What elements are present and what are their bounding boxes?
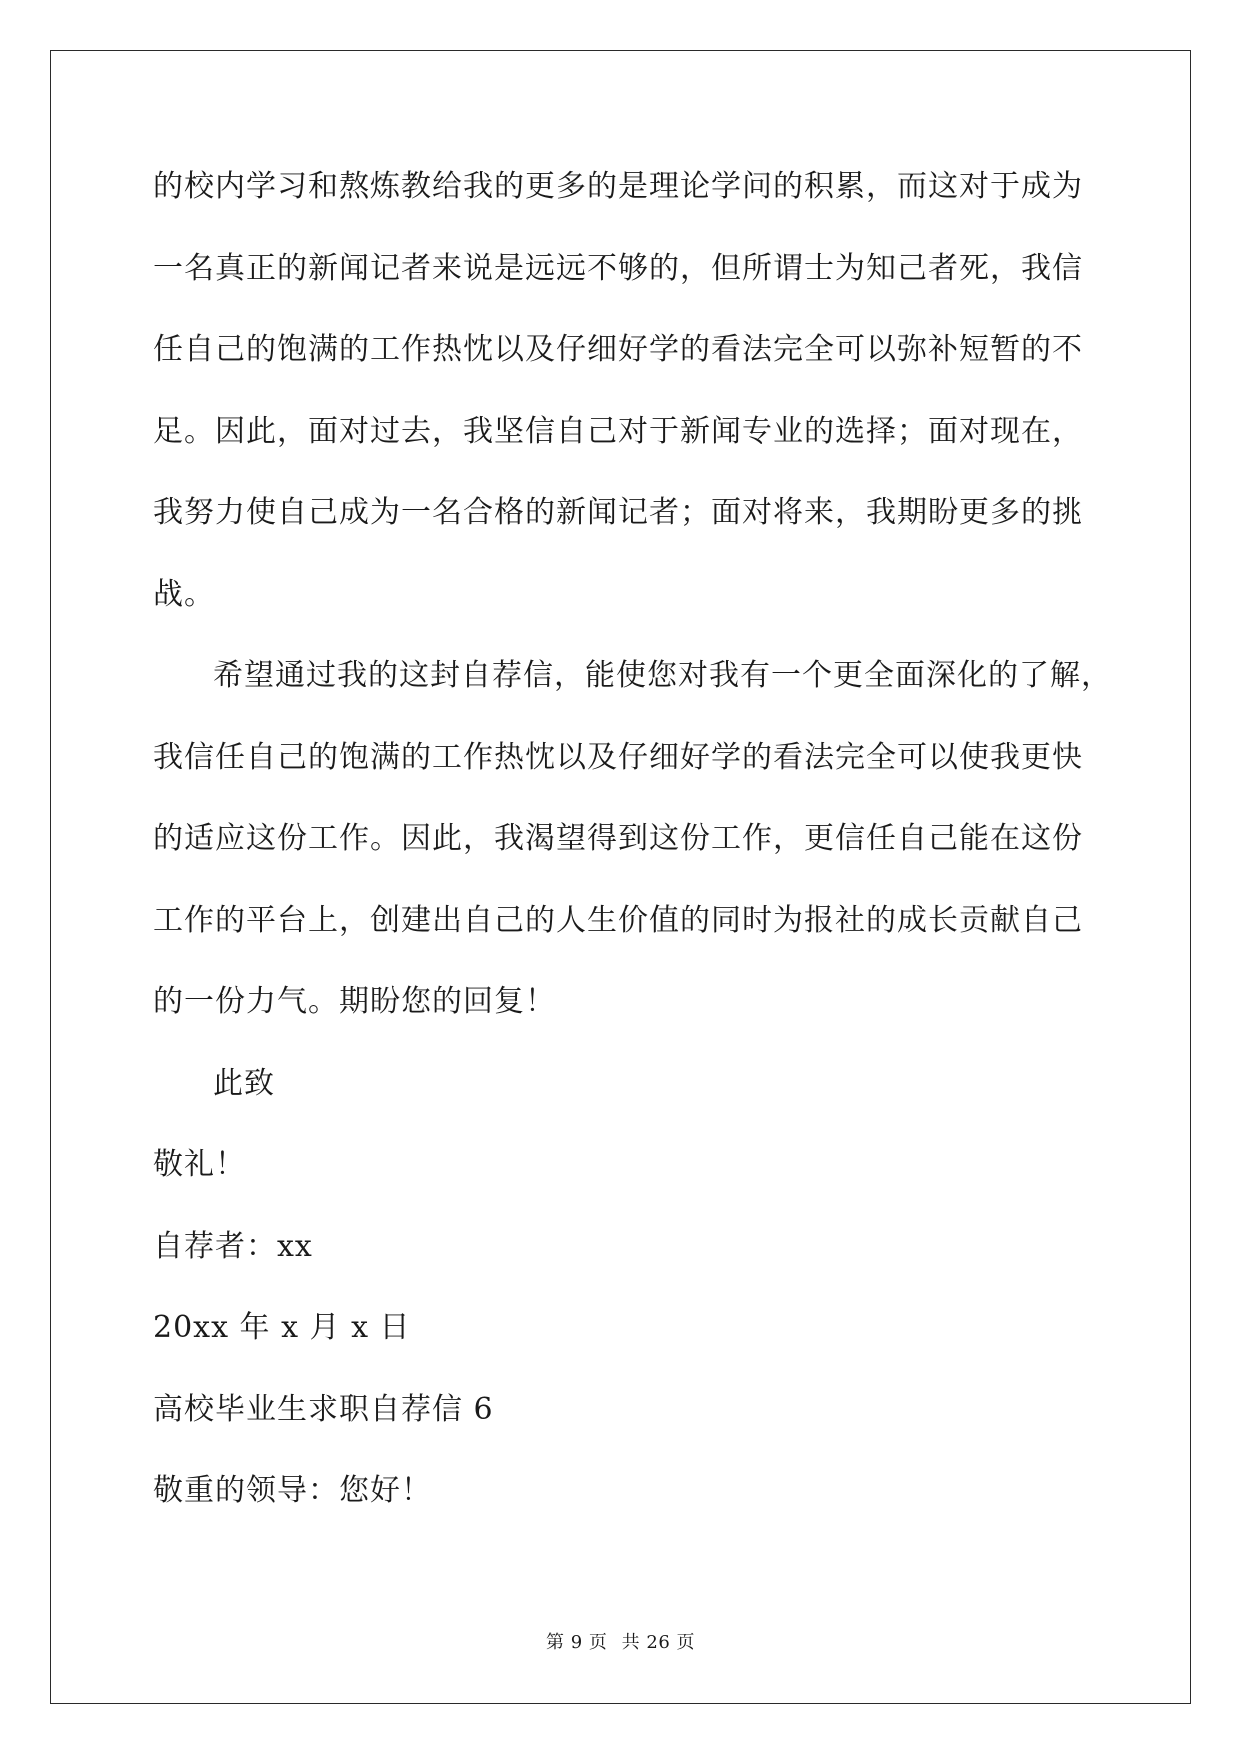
text-line: 工作的平台上，创建出自己的人生价值的同时为报社的成长贡献自己 — [153, 902, 1083, 938]
text-line: 的校内学习和熬炼教给我的更多的是理论学问的积累，而这对于成为 — [153, 169, 1083, 204]
greeting: 敬重的领导：您好！ — [153, 1473, 432, 1508]
text-line: 我信任自己的饱满的工作热忱以及仔细好学的看法完全可以使我更快 — [153, 739, 1083, 775]
text-line: 足。因此，面对过去，我坚信自己对于新闻专业的选择；面对现在， — [153, 413, 1083, 449]
closing-regards: 敬礼！ — [153, 1147, 246, 1182]
text-line: 的适应这份工作。因此，我渴望得到这份工作，更信任自己能在这份 — [153, 821, 1083, 856]
page-total: 共 26 页 — [621, 1632, 695, 1653]
page-footer — [0, 1628, 1241, 1654]
paragraph-start-line: 希望通过我的这封自荐信，能使您对我有一个更全面深化的了解， — [213, 658, 1112, 693]
text-line: 一名真正的新闻记者来说是远远不够的，但所谓士为知己者死，我信 — [153, 250, 1083, 286]
closing-salutation: 此致 — [213, 1065, 275, 1101]
text-line: 战。 — [153, 576, 215, 612]
text-line: 任自己的饱满的工作热忱以及仔细好学的看法完全可以弥补短暂的不 — [153, 332, 1083, 367]
page-number: 第 9 页 — [546, 1632, 608, 1653]
text-line: 我努力使自己成为一名合格的新闻记者；面对将来，我期盼更多的挑 — [153, 495, 1083, 530]
date: 20xx 年 x 月 x 日 — [153, 1310, 411, 1345]
letter-body — [153, 165, 1112, 1551]
signature: 自荐者：xx — [153, 1228, 313, 1264]
text-line: 的一份力气。期盼您的回复！ — [153, 984, 556, 1019]
section-title: 高校毕业生求职自荐信 6 — [153, 1391, 494, 1427]
